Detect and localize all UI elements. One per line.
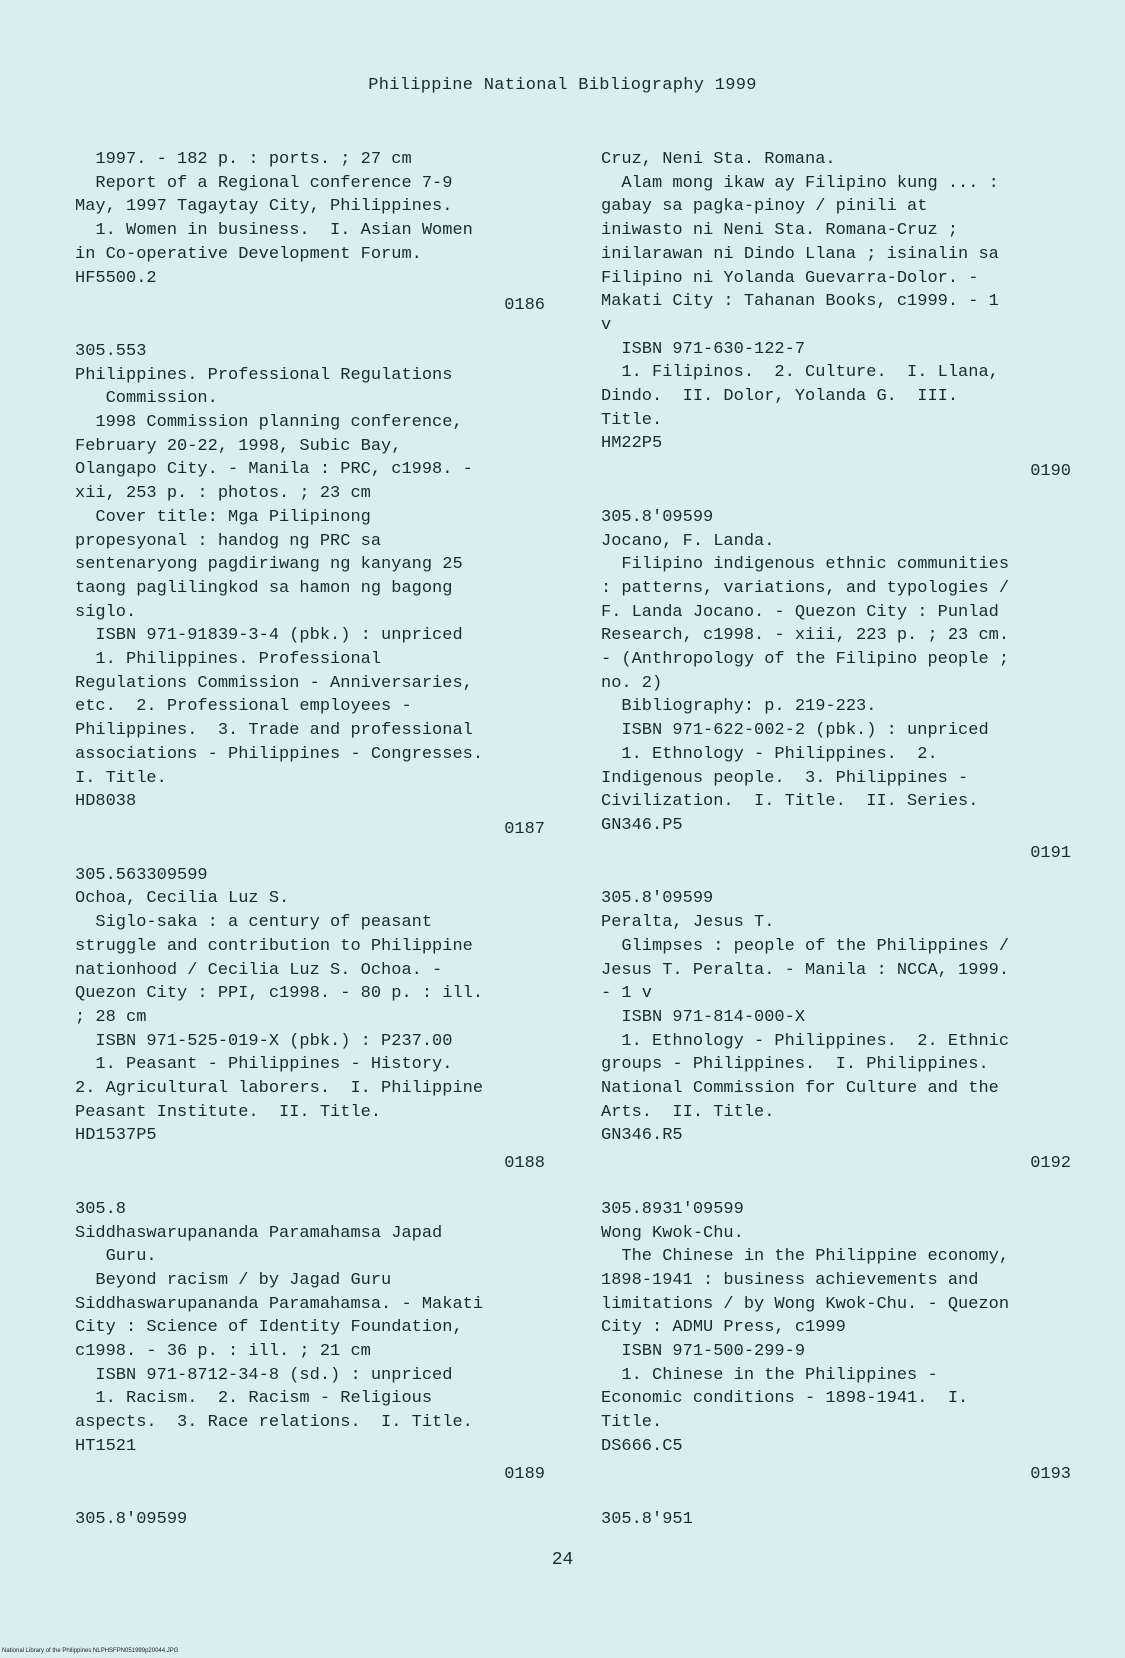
entry-line: c1998. - 36 p. : ill. ; 21 cm — [75, 1342, 371, 1362]
entry-line: 305.8931'09599 — [601, 1199, 744, 1219]
entry-line: Filipino indigenous ethnic communities — [601, 555, 1010, 575]
entry-line: Peasant Institute. II. Title. — [75, 1102, 382, 1122]
entry-line: struggle and contribution to Philippine — [75, 936, 473, 956]
entry-line: Title. — [601, 410, 663, 430]
entry-line: HD1537P5 — [75, 1126, 157, 1146]
entry-number: 0186 — [504, 296, 545, 316]
entry-line: 1898-1941 : business achievements and — [601, 1270, 979, 1290]
entry-line: 305.8'09599 — [601, 507, 714, 527]
entry-line: Peralta, Jesus T. — [601, 913, 775, 933]
entry-line: 1. Ethnology - Philippines. 2. — [601, 744, 938, 764]
entry-line: aspects. 3. Race relations. I. Title. — [75, 1413, 473, 1433]
entry-line: taong paglilingkod sa hamon ng bagong — [75, 578, 453, 598]
entry-line: ISBN 971-630-122-7 — [601, 339, 806, 359]
entry-line: xii, 253 p. : photos. ; 23 cm — [75, 484, 371, 504]
bibliography-entry — [75, 340, 545, 842]
entry-line: nationhood / Cecilia Luz S. Ochoa. - — [75, 960, 443, 980]
entry-line: Jocano, F. Landa. — [601, 531, 775, 551]
entry-number: 0192 — [1030, 1154, 1071, 1174]
entry-line: Dindo. II. Dolor, Yolanda G. III. — [601, 387, 959, 407]
entry-line: groups - Philippines. I. Philippines. — [601, 1055, 989, 1075]
entry-line: Research, c1998. - xiii, 223 p. ; 23 cm. — [601, 626, 1010, 646]
entry-line: Wong Kwok-Chu. — [601, 1223, 744, 1243]
entry-line: Title. — [601, 1413, 663, 1433]
bibliography-entry — [601, 887, 1071, 1175]
entry-line: May, 1997 Tagaytay City, Philippines. — [75, 197, 453, 217]
entry-line: National Commission for Culture and the — [601, 1079, 999, 1099]
entry-line: propesyonal : handog ng PRC sa — [75, 531, 382, 551]
entry-line: ISBN 971-622-002-2 (pbk.) : unpriced — [601, 721, 989, 741]
entry-number: 0193 — [1030, 1464, 1071, 1484]
entry-line: Indigenous people. 3. Philippines - — [601, 768, 969, 788]
entry-line: DS666.C5 — [601, 1436, 683, 1456]
bibliography-entry — [601, 1508, 1071, 1532]
entry-line: 305.8'09599 — [601, 889, 714, 909]
entry-number: 0191 — [1030, 843, 1071, 863]
entry-line: limitations / by Wong Kwok-Chu. - Quezon — [601, 1294, 1010, 1314]
entry-line: no. 2) — [601, 673, 663, 693]
entry-line: 1. Peasant - Philippines - History. — [75, 1055, 453, 1075]
entry-line: Philippines. 3. Trade and professional — [75, 721, 473, 741]
entry-line: Economic conditions - 1898-1941. I. — [601, 1389, 969, 1409]
scan-credit: National Library of the Philippines NLPHSFPN051999p20044.JPG — [2, 1648, 179, 1654]
entry-line: Jesus T. Peralta. - Manila : NCCA, 1999. — [601, 960, 1010, 980]
right-column — [601, 148, 1071, 1554]
entry-line: Olangapo City. - Manila : PRC, c1998. - — [75, 460, 473, 480]
entry-line: Siglo-saka : a century of peasant — [75, 913, 433, 933]
entry-line: GN346.R5 — [601, 1126, 683, 1146]
entry-line: Cruz, Neni Sta. Romana. — [601, 150, 836, 169]
entry-line: Arts. II. Title. — [601, 1102, 775, 1122]
entry-line: The Chinese in the Philippine economy, — [601, 1247, 1010, 1267]
entry-line: Quezon City : PPI, c1998. - 80 p. : ill. — [75, 984, 484, 1004]
entry-line: - 1 v — [601, 984, 653, 1004]
entry-line: F. Landa Jocano. - Quezon City : Punlad — [601, 602, 999, 622]
entry-number: 0187 — [504, 819, 545, 839]
entry-line: Cover title: Mga Pilipinong — [75, 507, 371, 527]
entry-line: HF5500.2 — [75, 268, 157, 288]
entry-line: Filipino ni Yolanda Guevarra-Dolor. - — [601, 268, 979, 288]
entry-line: etc. 2. Professional employees - — [75, 697, 412, 717]
bibliography-entry — [601, 1198, 1071, 1486]
bibliography-entry — [75, 148, 545, 318]
entry-line: HM22P5 — [601, 434, 663, 454]
entry-line: Beyond racism / by Jagad Guru — [75, 1270, 392, 1290]
bibliography-entry — [601, 506, 1071, 866]
entry-line: Ochoa, Cecilia Luz S. — [75, 889, 290, 909]
entry-line: : patterns, variations, and typologies / — [601, 578, 1010, 598]
entry-line: Siddhaswarupananda Paramahamsa. - Makati — [75, 1294, 484, 1314]
bibliography-entry — [75, 1508, 545, 1532]
entry-line: Civilization. I. Title. II. Series. — [601, 792, 979, 812]
entry-line: GN346.P5 — [601, 815, 683, 835]
entry-line: ISBN 971-91839-3-4 (pbk.) : unpriced — [75, 626, 463, 646]
entry-line: sentenaryong pagdiriwang ng kanyang 25 — [75, 555, 463, 575]
entry-line: ISBN 971-525-019-X (pbk.) : P237.00 — [75, 1031, 453, 1051]
entry-line: associations - Philippines - Congresses. — [75, 744, 484, 764]
entry-line: 305.553 — [75, 341, 147, 361]
entry-line: ISBN 971-814-000-X — [601, 1007, 806, 1027]
entry-line: v — [601, 315, 612, 335]
entry-number: 0189 — [504, 1464, 545, 1484]
bibliography-entry — [75, 1198, 545, 1486]
entry-line: 1. Ethnology - Philippines. 2. Ethnic — [601, 1031, 1010, 1051]
entry-line: Regulations Commission - Anniversaries, — [75, 673, 473, 693]
entry-line: City : ADMU Press, c1999 — [601, 1318, 846, 1338]
entry-line: 1. Racism. 2. Racism - Religious — [75, 1389, 433, 1409]
entry-line: 1. Philippines. Professional — [75, 650, 382, 670]
entry-line: 1998 Commission planning conference, — [75, 413, 463, 433]
entry-line: 2. Agricultural laborers. I. Philippine — [75, 1079, 484, 1099]
bibliography-entry — [75, 864, 545, 1176]
page-title: Philippine National Bibliography 1999 — [368, 76, 757, 95]
entry-line: Glimpses : people of the Philippines / — [601, 936, 1010, 956]
entry-line: Makati City : Tahanan Books, c1999. - 1 — [601, 292, 999, 312]
entry-line: Bibliography: p. 219-223. — [601, 697, 877, 717]
left-column — [75, 148, 545, 1554]
entry-line: siglo. — [75, 602, 137, 622]
entry-line: 1997. - 182 p. : ports. ; 27 cm — [75, 150, 412, 169]
entry-line: Commission. — [75, 389, 218, 409]
entry-line: 305.8'951 — [601, 1510, 693, 1530]
entry-line: 1. Women in business. I. Asian Women — [75, 221, 473, 241]
entry-line: ISBN 971-8712-34-8 (sd.) : unpriced — [75, 1365, 453, 1385]
page-number: 24 — [551, 1550, 574, 1570]
entry-number: 0190 — [1030, 462, 1071, 482]
entry-line: 1. Chinese in the Philippines - — [601, 1365, 938, 1385]
entry-line: gabay sa pagka-pinoy / pinili at — [601, 197, 928, 217]
entry-line: Guru. — [75, 1247, 157, 1267]
entry-line: Alam mong ikaw ay Filipino kung ... : — [601, 173, 999, 193]
entry-line: 305.8'09599 — [75, 1510, 188, 1530]
entry-line: 1. Filipinos. 2. Culture. I. Llana, — [601, 363, 999, 383]
entry-line: HD8038 — [75, 792, 137, 812]
entry-line: Report of a Regional conference 7-9 — [75, 173, 453, 193]
entry-line: February 20-22, 1998, Subic Bay, — [75, 436, 402, 456]
entry-line: - (Anthropology of the Filipino people ; — [601, 650, 1010, 670]
entry-line: ISBN 971-500-299-9 — [601, 1342, 806, 1362]
entry-line: 305.8 — [75, 1199, 127, 1219]
entry-line: iniwasto ni Neni Sta. Romana-Cruz ; — [601, 221, 959, 241]
entry-line: City : Science of Identity Foundation, — [75, 1318, 463, 1338]
entry-line: Philippines. Professional Regulations — [75, 365, 453, 385]
entry-line: ; 28 cm — [75, 1007, 147, 1027]
entry-line: inilarawan ni Dindo Llana ; isinalin sa — [601, 244, 999, 264]
bibliography-entry — [601, 148, 1071, 484]
entry-line: I. Title. — [75, 768, 167, 788]
entry-line: 305.563309599 — [75, 865, 208, 885]
entry-line: Siddhaswarupananda Paramahamsa Japad — [75, 1223, 443, 1243]
entry-line: HT1521 — [75, 1436, 137, 1456]
entry-number: 0188 — [504, 1154, 545, 1174]
entry-line: in Co-operative Development Forum. — [75, 244, 422, 264]
